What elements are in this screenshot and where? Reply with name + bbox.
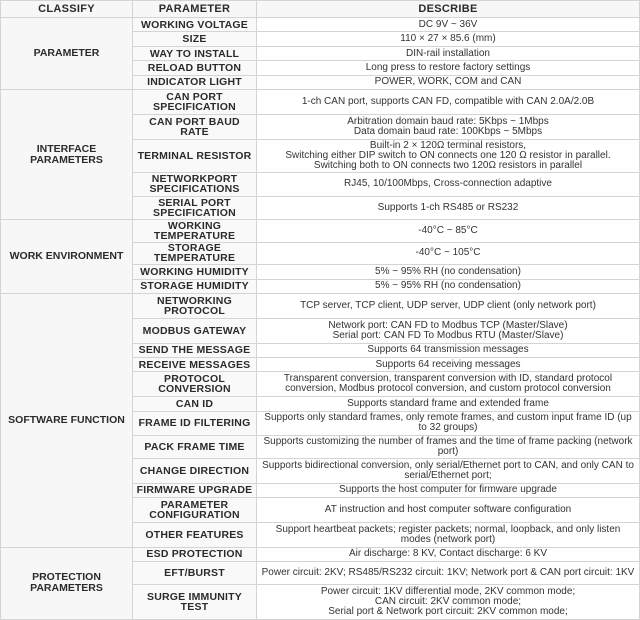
table-row	[1, 90, 640, 115]
parameter-cell: INDICATOR LIGHT	[133, 75, 257, 89]
describe-cell: 5% ~ 95% RH (no condensation)	[257, 279, 640, 293]
header-parameter: PARAMETER	[133, 1, 257, 18]
parameter-cell: FRAME ID FILTERING	[133, 411, 257, 436]
parameter-cell: CAN PORT BAUD RATE	[133, 114, 257, 139]
parameter-cell: TERMINAL RESISTOR	[133, 139, 257, 172]
parameter-cell: CAN PORT SPECIFICATION	[133, 90, 257, 115]
describe-cell: DC 9V ~ 36V	[257, 18, 640, 32]
parameter-cell: WAY TO INSTALL	[133, 46, 257, 60]
classify-cell: WORK ENVIRONMENT	[1, 219, 133, 293]
describe-cell: 1-ch CAN port, supports CAN FD, compatible with CAN 2.0A/2.0B	[257, 90, 640, 115]
describe-cell: AT instruction and host computer software configuration	[257, 498, 640, 523]
parameter-cell: FIRMWARE UPGRADE	[133, 483, 257, 497]
describe-cell: Supports only standard frames, only remote frames, and custom input frame ID (up to 32 groups)	[257, 411, 640, 436]
describe-cell: Supports customizing the number of frames and the time of frame packing (network port)	[257, 436, 640, 459]
describe-cell: POWER, WORK, COM and CAN	[257, 75, 640, 89]
parameter-cell: CAN ID	[133, 397, 257, 411]
classify-cell: PARAMETER	[1, 18, 133, 90]
parameter-cell: PARAMETER CONFIGURATION	[133, 498, 257, 523]
describe-cell: Built-in 2 × 120Ω terminal resistors, Switching either DIP switch to ON connects one 120 Ω resistor in parallel. Switching both to ON connects two 120Ω resistors in parallel	[257, 139, 640, 172]
parameter-cell: RECEIVE MESSAGES	[133, 358, 257, 372]
parameter-cell: NETWORKPORT SPECIFICATIONS	[133, 172, 257, 197]
describe-cell: RJ45, 10/100Mbps, Cross-connection adaptive	[257, 172, 640, 197]
spec-body	[1, 18, 640, 620]
describe-cell: Long press to restore factory settings	[257, 61, 640, 75]
describe-cell: Supports bidirectional conversion, only serial/Ethernet port to CAN, and only CAN to serial/Ethernet port;	[257, 459, 640, 484]
parameter-cell: SERIAL PORT SPECIFICATION	[133, 197, 257, 220]
parameter-cell: SIZE	[133, 32, 257, 46]
parameter-cell: NETWORKING PROTOCOL	[133, 294, 257, 319]
describe-cell: Network port: CAN FD to Modbus TCP (Master/Slave) Serial port: CAN FD To Modbus RTU (Master/Slave)	[257, 318, 640, 343]
describe-cell: -40°C ~ 85°C	[257, 219, 640, 242]
parameter-cell: RELOAD BUTTON	[133, 61, 257, 75]
table-row	[1, 294, 640, 319]
table-row	[1, 547, 640, 561]
describe-cell: Supports 64 transmission messages	[257, 343, 640, 357]
describe-cell: Arbitration domain baud rate: 5Kbps ~ 1Mbps Data domain baud rate: 100Kbps ~ 5Mbps	[257, 114, 640, 139]
header-classify: CLASSIFY	[1, 1, 133, 18]
describe-cell: Air discharge: 8 KV, Contact discharge: 6 KV	[257, 547, 640, 561]
table-row	[1, 219, 640, 242]
classify-cell: INTERFACE PARAMETERS	[1, 90, 133, 220]
describe-cell: -40°C ~ 105°C	[257, 242, 640, 265]
describe-cell: TCP server, TCP client, UDP server, UDP client (only network port)	[257, 294, 640, 319]
describe-cell: Supports standard frame and extended frame	[257, 397, 640, 411]
parameter-cell: CHANGE DIRECTION	[133, 459, 257, 484]
describe-cell: Supports the host computer for firmware upgrade	[257, 483, 640, 497]
parameter-cell: WORKING HUMIDITY	[133, 265, 257, 279]
table-row	[1, 18, 640, 32]
describe-cell: 110 × 27 × 85.6 (mm)	[257, 32, 640, 46]
parameter-cell: MODBUS GATEWAY	[133, 318, 257, 343]
parameter-cell: SURGE IMMUNITY TEST	[133, 584, 257, 619]
parameter-cell: OTHER FEATURES	[133, 522, 257, 547]
parameter-cell: PROTOCOL CONVERSION	[133, 372, 257, 397]
describe-cell: DIN-rail installation	[257, 46, 640, 60]
parameter-cell: STORAGE HUMIDITY	[133, 279, 257, 293]
describe-cell: Supports 64 receiving messages	[257, 358, 640, 372]
describe-cell: Supports 1-ch RS485 or RS232	[257, 197, 640, 220]
parameter-cell: STORAGE TEMPERATURE	[133, 242, 257, 265]
parameter-cell: ESD PROTECTION	[133, 547, 257, 561]
classify-cell: PROTECTION PARAMETERS	[1, 547, 133, 619]
parameter-cell: WORKING TEMPERATURE	[133, 219, 257, 242]
parameter-cell: SEND THE MESSAGE	[133, 343, 257, 357]
parameter-cell: EFT/BURST	[133, 562, 257, 585]
describe-cell: Transparent conversion, transparent conversion with ID, standard protocol conversion, Modbus protocol conversion, and custom protocol conversion	[257, 372, 640, 397]
describe-cell: 5% ~ 95% RH (no condensation)	[257, 265, 640, 279]
parameter-cell: PACK FRAME TIME	[133, 436, 257, 459]
header-describe: DESCRIBE	[257, 1, 640, 18]
describe-cell: Support heartbeat packets; register packets; normal, loopback, and only listen modes (network port)	[257, 522, 640, 547]
classify-cell: SOFTWARE FUNCTION	[1, 294, 133, 548]
describe-cell: Power circuit: 1KV differential mode, 2KV common mode; CAN circuit: 2KV common mode; Serial port & Network port circuit: 2KV common mode;	[257, 584, 640, 619]
header-row	[1, 1, 640, 18]
describe-cell: Power circuit: 2KV; RS485/RS232 circuit: 1KV; Network port & CAN port circuit: 1KV	[257, 562, 640, 585]
parameter-cell: WORKING VOLTAGE	[133, 18, 257, 32]
